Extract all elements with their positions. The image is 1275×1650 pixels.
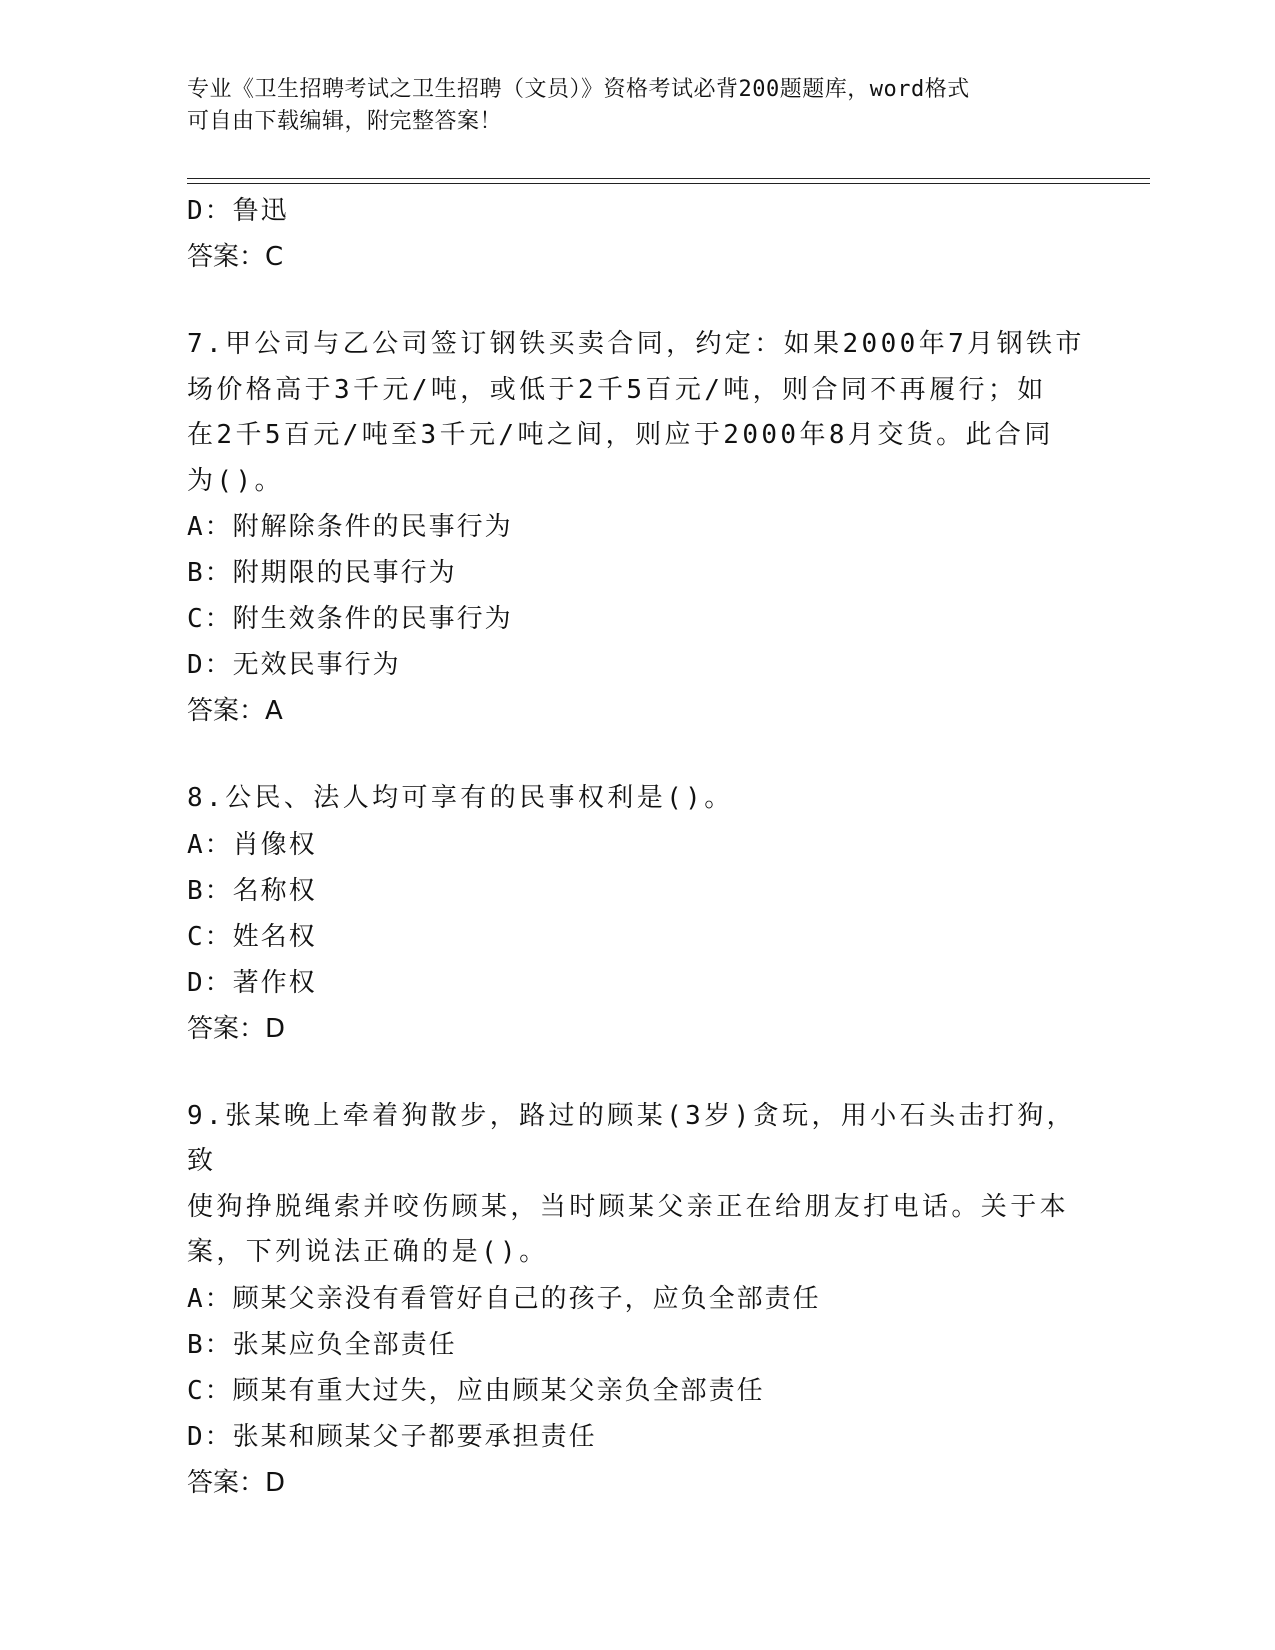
question-8 bbox=[187, 776, 1087, 1052]
answer-line: 答案：C bbox=[187, 242, 284, 272]
document-body bbox=[187, 188, 1087, 1506]
option-d: D：鲁迅 bbox=[187, 196, 289, 226]
option-d: D：无效民事行为 bbox=[187, 650, 401, 680]
document-header bbox=[187, 74, 1087, 138]
option-d: D：张某和顾某父子都要承担责任 bbox=[187, 1421, 597, 1452]
question-stem-line: 场价格高于3千元/吨，或低于2千5百元/吨，则合同不再履行；如 bbox=[187, 374, 1047, 405]
option-a: A：顾某父亲没有看管好自己的孩子，应负全部责任 bbox=[187, 1283, 821, 1314]
header-divider-bottom bbox=[187, 183, 1150, 184]
question-stem-line: 为()。 bbox=[187, 465, 284, 496]
question-stem-line: 8.公民、法人均可享有的民事权利是()。 bbox=[187, 783, 734, 813]
answer-line: 答案：D bbox=[187, 1467, 286, 1498]
option-d: D：著作权 bbox=[187, 967, 317, 998]
answer-line: 答案：D bbox=[187, 1013, 286, 1044]
question-stem-line: 在2千5百元/吨至3千元/吨之间，则应于2000年8月交货。此合同 bbox=[187, 420, 1054, 450]
header-title-line-1: 专业《卫生招聘考试之卫生招聘（文员）》资格考试必背200题题库，word格式 bbox=[187, 77, 970, 102]
question-stem-line: 7.甲公司与乙公司签订钢铁买卖合同，约定：如果2000年7月钢铁市 bbox=[187, 329, 1085, 359]
previous-question-tail bbox=[187, 188, 1087, 280]
option-c: C：附生效条件的民事行为 bbox=[187, 604, 513, 634]
option-a: A：附解除条件的民事行为 bbox=[187, 512, 513, 542]
spacer bbox=[187, 1052, 1087, 1094]
question-stem-line: 9.张某晚上牵着狗散步，路过的顾某(3岁)贪玩，用小石头击打狗，致 bbox=[187, 1100, 1077, 1176]
option-c: C：姓名权 bbox=[187, 921, 317, 952]
option-b: B：张某应负全部责任 bbox=[187, 1329, 457, 1360]
option-b: B：名称权 bbox=[187, 875, 317, 906]
spacer bbox=[187, 280, 1087, 322]
option-b: B：附期限的民事行为 bbox=[187, 558, 457, 588]
question-9 bbox=[187, 1094, 1087, 1506]
question-stem-line: 使狗挣脱绳索并咬伤顾某，当时顾某父亲正在给朋友打电话。关于本 bbox=[187, 1191, 1070, 1222]
header-divider-top bbox=[187, 178, 1150, 179]
answer-line: 答案：A bbox=[187, 696, 283, 726]
question-stem-line: 案，下列说法正确的是()。 bbox=[187, 1237, 549, 1267]
question-7 bbox=[187, 322, 1087, 734]
spacer bbox=[187, 734, 1087, 776]
option-c: C：顾某有重大过失，应由顾某父亲负全部责任 bbox=[187, 1375, 765, 1406]
option-a: A：肖像权 bbox=[187, 829, 317, 860]
header-title-line-2: 可自由下载编辑，附完整答案！ bbox=[187, 109, 503, 134]
